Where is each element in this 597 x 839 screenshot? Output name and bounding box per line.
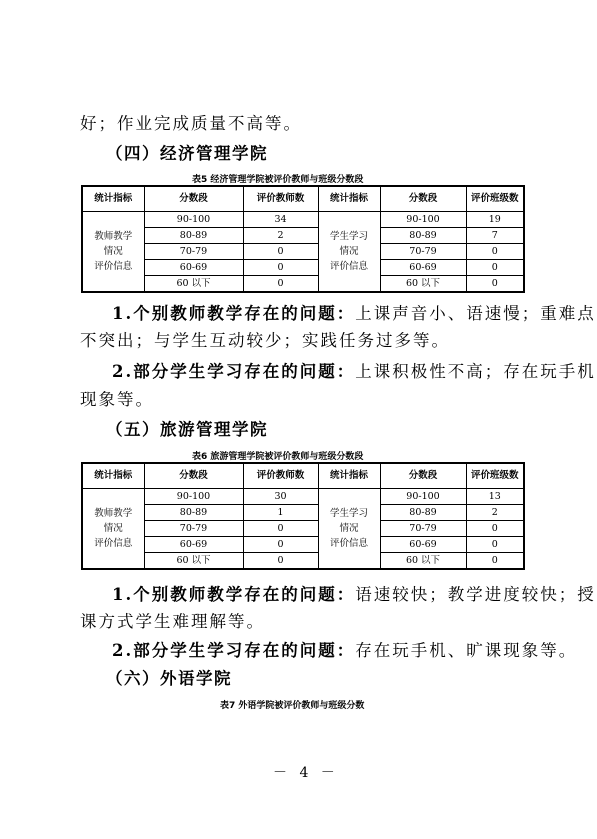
table5-teacher-count: 2 bbox=[243, 228, 318, 244]
table6-header-4: 统计指标 bbox=[318, 463, 380, 489]
table6-teacher-count: 30 bbox=[243, 489, 318, 505]
table5-class-count: 0 bbox=[466, 276, 524, 293]
section5-paragraph1-text-a: 语速较快；教学进度较快；授 bbox=[355, 585, 596, 604]
table6-right-label bbox=[318, 489, 380, 570]
table6-class-count: 2 bbox=[466, 505, 524, 521]
section5-paragraph2 bbox=[112, 637, 577, 661]
table5-header-1: 统计指标 bbox=[82, 186, 144, 212]
section4-heading: （四）经济管理学院 bbox=[106, 144, 268, 163]
section4-paragraph2-line2: 现象等。 bbox=[80, 390, 154, 409]
table6-header-2: 分数段 bbox=[144, 463, 243, 489]
table5-teacher-count: 0 bbox=[243, 276, 318, 293]
table6-range: 60-69 bbox=[380, 537, 466, 553]
table5-header-5: 分数段 bbox=[380, 186, 466, 212]
table6-left-label bbox=[82, 489, 144, 570]
table5-left-label-line2: 情况 bbox=[103, 246, 123, 257]
section4-paragraph1-line2: 不突出；与学生互动较少；实践任务过多等。 bbox=[80, 331, 450, 350]
table6-range: 70-79 bbox=[380, 521, 466, 537]
table6-header-3: 评价教师数 bbox=[243, 463, 318, 489]
page-number: － 4 － bbox=[273, 765, 339, 781]
table6-class-count: 13 bbox=[466, 489, 524, 505]
table5-range: 70-79 bbox=[144, 244, 243, 260]
table6-teacher-count: 0 bbox=[243, 537, 318, 553]
table6-teacher-count: 0 bbox=[243, 521, 318, 537]
section4-paragraph2-bold: 2.部分学生学习存在的问题： bbox=[112, 362, 356, 381]
table6-left-label-line3: 评价信息 bbox=[94, 538, 133, 549]
table6-class-count: 0 bbox=[466, 521, 524, 537]
intro-line: 好；作业完成质量不高等。 bbox=[80, 114, 302, 133]
table5-range: 60 以下 bbox=[144, 276, 243, 293]
table6-range: 70-79 bbox=[144, 521, 243, 537]
table5-left-label-line3: 评价信息 bbox=[94, 261, 133, 272]
table6-right-label-line2: 情况 bbox=[339, 523, 359, 534]
table5-range: 60-69 bbox=[380, 260, 466, 276]
table6-range: 60 以下 bbox=[144, 553, 243, 570]
section4-paragraph1-line1 bbox=[112, 300, 596, 324]
table5-class-count: 7 bbox=[466, 228, 524, 244]
table5-caption: 表5 经济管理学院被评价教师与班级分数段 bbox=[192, 175, 364, 185]
table5-range: 90-100 bbox=[144, 212, 243, 228]
section5-paragraph1-line1 bbox=[112, 581, 596, 605]
table6-teacher-count: 1 bbox=[243, 505, 318, 521]
table5-class-count: 0 bbox=[466, 260, 524, 276]
table7-caption: 表7 外语学院被评价教师与班级分数 bbox=[220, 701, 365, 711]
section4-paragraph2-line1 bbox=[112, 358, 596, 382]
table5-right-label bbox=[318, 212, 380, 293]
table5-range: 60 以下 bbox=[380, 276, 466, 293]
table5-header-4: 统计指标 bbox=[318, 186, 380, 212]
table5 bbox=[81, 185, 525, 293]
table5-header-3: 评价教师数 bbox=[243, 186, 318, 212]
table5-left-label bbox=[82, 212, 144, 293]
table5-range: 70-79 bbox=[380, 244, 466, 260]
section5-paragraph1-bold: 1.个别教师教学存在的问题： bbox=[112, 585, 356, 604]
section5-heading: （五）旅游管理学院 bbox=[106, 420, 268, 439]
table6-class-count: 0 bbox=[466, 553, 524, 570]
table6-right-label-line3: 评价信息 bbox=[329, 538, 368, 549]
table5-right-label-line1: 学生学习 bbox=[329, 231, 368, 242]
table6-left-label-line2: 情况 bbox=[103, 523, 123, 534]
section5-paragraph2-bold: 2.部分学生学习存在的问题： bbox=[112, 641, 356, 660]
table5-header-6: 评价班级数 bbox=[466, 186, 524, 212]
table6-class-count: 0 bbox=[466, 537, 524, 553]
table5-range: 80-89 bbox=[380, 228, 466, 244]
table6 bbox=[81, 462, 525, 570]
table5-range: 60-69 bbox=[144, 260, 243, 276]
table6-range: 80-89 bbox=[380, 505, 466, 521]
table5-header-2: 分数段 bbox=[144, 186, 243, 212]
section5-paragraph2-text: 存在玩手机、旷课现象等。 bbox=[355, 641, 578, 660]
table5-class-count: 19 bbox=[466, 212, 524, 228]
table6-teacher-count: 0 bbox=[243, 553, 318, 570]
table6-range: 80-89 bbox=[144, 505, 243, 521]
table6-caption: 表6 旅游管理学院被评价教师与班级分数段 bbox=[192, 452, 364, 462]
table5-range: 90-100 bbox=[380, 212, 466, 228]
table5-teacher-count: 0 bbox=[243, 244, 318, 260]
table5-range: 80-89 bbox=[144, 228, 243, 244]
table5-teacher-count: 0 bbox=[243, 260, 318, 276]
table5-left-label-line1: 教师教学 bbox=[94, 231, 133, 242]
table6-range: 90-100 bbox=[144, 489, 243, 505]
table6-left-label-line1: 教师教学 bbox=[94, 508, 133, 519]
table5-class-count: 0 bbox=[466, 244, 524, 260]
table6-header-5: 分数段 bbox=[380, 463, 466, 489]
section5-paragraph1-line2: 课方式学生难理解等。 bbox=[80, 612, 265, 631]
table5-teacher-count: 34 bbox=[243, 212, 318, 228]
table6-right-label-line1: 学生学习 bbox=[329, 508, 368, 519]
table6-header-1: 统计指标 bbox=[82, 463, 144, 489]
table6-range: 60-69 bbox=[144, 537, 243, 553]
table6-header-6: 评价班级数 bbox=[466, 463, 524, 489]
section4-paragraph2-text-a: 上课积极性不高；存在玩手机 bbox=[355, 362, 596, 381]
table5-right-label-line2: 情况 bbox=[339, 246, 359, 257]
table6-range: 60 以下 bbox=[380, 553, 466, 570]
section4-paragraph1-text-a: 上课声音小、语速慢；重难点 bbox=[355, 304, 596, 323]
section4-paragraph1-bold: 1.个别教师教学存在的问题： bbox=[112, 304, 356, 323]
table5-right-label-line3: 评价信息 bbox=[329, 261, 368, 272]
table6-range: 90-100 bbox=[380, 489, 466, 505]
section6-heading: （六）外语学院 bbox=[106, 669, 232, 688]
